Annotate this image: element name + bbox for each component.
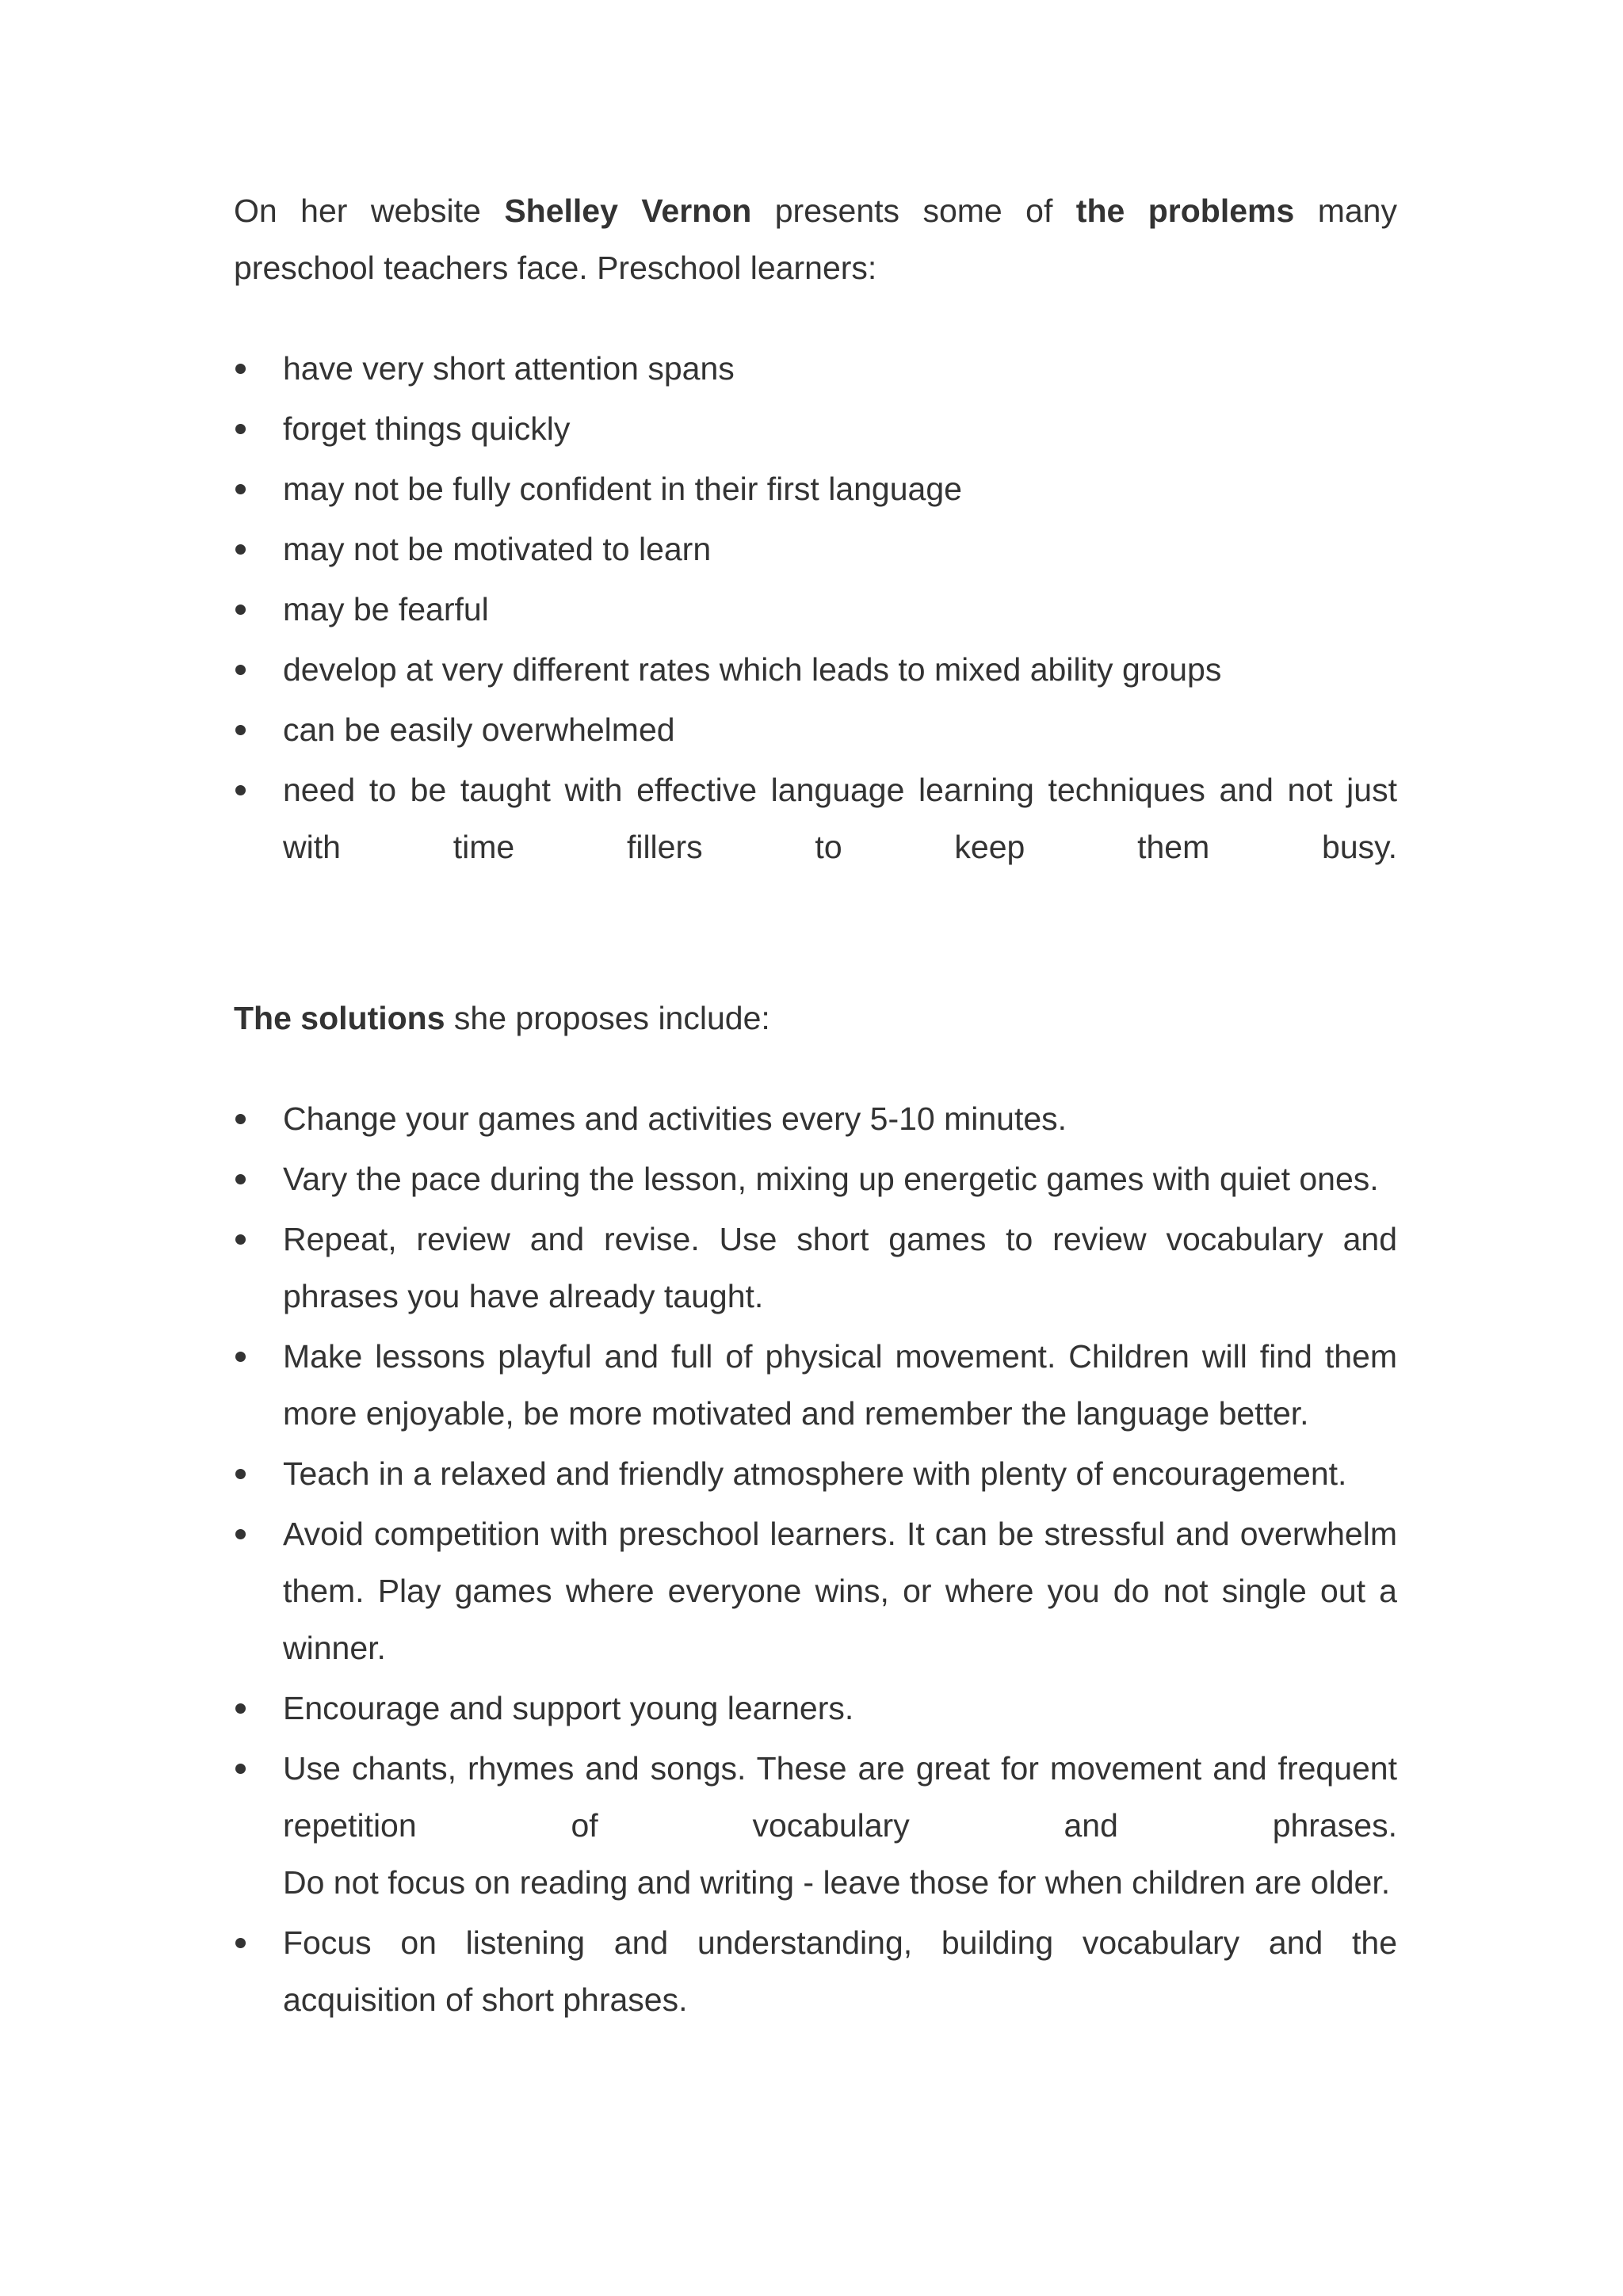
list-item	[234, 460, 1397, 517]
list-item	[234, 1211, 1397, 1325]
solution-text: Make lessons playful and full of physical movement. Children will find them more enjoyable, be more motivated and remember the language better.	[283, 1338, 1397, 1432]
solutions-intro-paragraph	[234, 990, 1397, 1047]
bullet-icon	[235, 484, 246, 494]
list-item	[234, 701, 1397, 758]
bullet-icon	[235, 1703, 246, 1714]
solutions-intro-text: she proposes include:	[445, 1000, 770, 1036]
bullet-icon	[235, 1234, 246, 1245]
solution-text: Change your games and activities every 5-10 minutes.	[283, 1100, 1067, 1137]
list-item	[234, 641, 1397, 698]
solution-text: Repeat, review and revise. Use short games to review vocabulary and phrases you have already taught.	[283, 1221, 1397, 1314]
intro-text-3: many preschool teachers face. Preschool learners:	[234, 193, 1397, 286]
problem-text: may not be motivated to learn	[283, 531, 712, 567]
document-page	[234, 182, 1397, 2031]
bullet-icon	[235, 1352, 246, 1362]
spread-word: keep	[954, 829, 1025, 865]
bullet-icon	[235, 1469, 246, 1479]
problems-list	[234, 340, 1397, 875]
author-name: Shelley Vernon	[504, 193, 752, 229]
spread-word: repetition	[283, 1807, 417, 1844]
solutions-emphasis: The solutions	[234, 1000, 445, 1036]
list-item	[234, 1740, 1397, 1911]
list-item	[234, 521, 1397, 578]
list-item	[234, 1150, 1397, 1207]
bullet-icon	[235, 1529, 246, 1539]
bullet-icon	[235, 364, 246, 374]
bullet-icon	[235, 1764, 246, 1774]
list-item	[234, 1090, 1397, 1147]
solution-text: Avoid competition with preschool learners. It can be stressful and overwhelm them. Play games where everyone wins, or where you do not single out a winner.	[283, 1516, 1397, 1666]
spread-word: them	[1137, 829, 1210, 865]
list-item	[234, 581, 1397, 638]
bullet-icon	[235, 605, 246, 615]
problem-text: have very short attention spans	[283, 350, 735, 387]
problem-last-line-2	[283, 818, 1397, 875]
spread-word: with	[283, 829, 341, 865]
list-item	[234, 400, 1397, 457]
list-item	[234, 761, 1397, 875]
spread-word: busy.	[1322, 829, 1397, 865]
list-item	[234, 1505, 1397, 1676]
problem-text: may not be fully confident in their first language	[283, 471, 962, 507]
spread-word: vocabulary	[752, 1807, 910, 1844]
bullet-icon	[235, 725, 246, 735]
bullet-icon	[235, 544, 246, 555]
problems-intro-paragraph	[234, 182, 1397, 296]
problem-text: develop at very different rates which leads to mixed ability groups	[283, 651, 1222, 688]
list-item	[234, 1328, 1397, 1442]
spread-word: and	[1064, 1807, 1118, 1844]
problem-text: can be easily overwhelmed	[283, 711, 675, 748]
intro-text-2: presents some of	[751, 193, 1076, 229]
solution-text: Focus on listening and understanding, building vocabulary and the acquisition of short phrases.	[283, 1924, 1397, 2018]
problem-last-line-1: need to be taught with effective language learning techniques and not just	[283, 772, 1397, 808]
solution-text: Encourage and support young learners.	[283, 1690, 854, 1726]
chants-line-3: Do not focus on reading and writing - leave those for when children are older.	[283, 1864, 1391, 1901]
spread-word: time	[453, 829, 515, 865]
spread-word: of	[571, 1807, 598, 1844]
solutions-list	[234, 1090, 1397, 2028]
solution-text: Teach in a relaxed and friendly atmosphere with plenty of encouragement.	[283, 1455, 1347, 1492]
list-item	[234, 340, 1397, 397]
bullet-icon	[235, 1938, 246, 1948]
bullet-icon	[235, 1174, 246, 1184]
problem-text: forget things quickly	[283, 410, 571, 447]
bullet-icon	[235, 665, 246, 675]
intro-text-1: On her website	[234, 193, 505, 229]
chants-line-1: Use chants, rhymes and songs. These are great for movement and frequent	[283, 1750, 1397, 1787]
list-item	[234, 1914, 1397, 2028]
solution-text: Vary the pace during the lesson, mixing up energetic games with quiet ones.	[283, 1161, 1379, 1197]
bullet-icon	[235, 424, 246, 434]
list-item	[234, 1445, 1397, 1502]
chants-line-2	[283, 1797, 1397, 1854]
spread-word: to	[815, 829, 842, 865]
spread-word: phrases.	[1272, 1807, 1397, 1844]
spread-word: fillers	[626, 829, 703, 865]
problems-emphasis: the problems	[1075, 193, 1295, 229]
bullet-icon	[235, 785, 246, 795]
list-item	[234, 1680, 1397, 1737]
bullet-icon	[235, 1114, 246, 1124]
problem-text: may be fearful	[283, 591, 489, 627]
